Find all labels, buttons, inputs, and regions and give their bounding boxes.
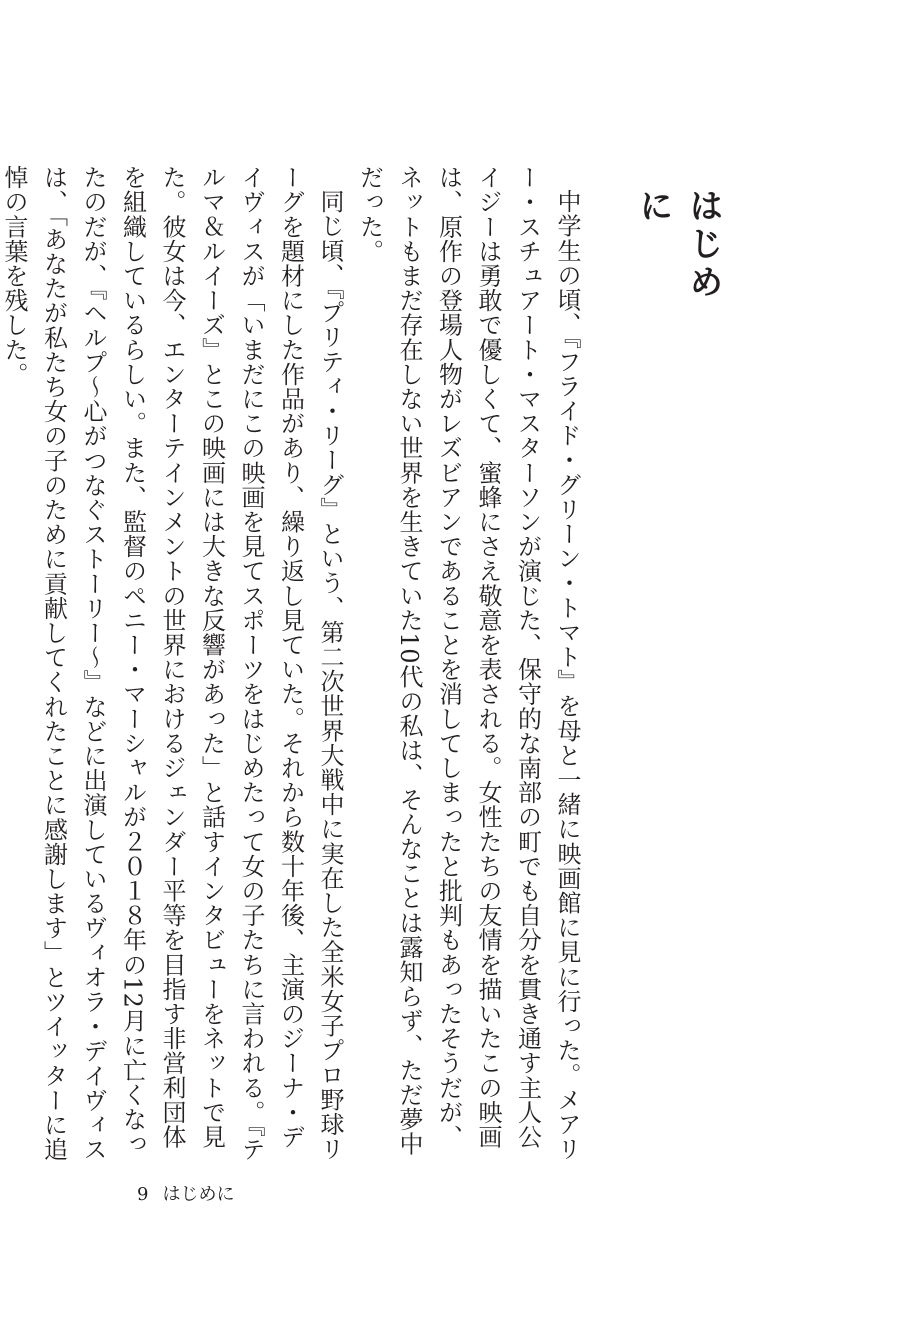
body-text xyxy=(0,165,586,1165)
paragraph-2: 同じ頃、『プリティ・リーグ』という、第二次世界大戦中に実在した全米女子プロ野球リーグを題材にした作品があり、繰り返し見ていた。それから数十年後、主演のジーナ・デイヴィスが「いまだにこの映画を見てスポーツをはじめたって女の子たちに言われる。『テルマ＆ルイーズ』とこの映画には大きな反響があった」と話すインタビューをネットで見た。彼女は今、エンターテインメントの世界におけるジェンダー平等を目指す非営利団体を組織しているらしい。また、監督のペニー・マーシャルが２０１８年の12月に亡くなったのだが、『ヘルプ〜心がつなぐストーリー〜』などに出演しているヴィオラ・デイヴィスは、「あなたが私たち女の子のために貢献してくれたことに感謝します」とツイッターに追悼の言葉を残した。 xyxy=(0,165,344,1162)
chapter-title: はじめに xyxy=(633,188,723,302)
running-head: はじめに xyxy=(162,1184,235,1205)
paragraph-1: 中学生の頃、『フライド・グリーン・トマト』を母と一緒に映画館に見に行った。メアリー・スチュアート・マスターソンが演じた、保守的な南部の町でも自分を貫き通す主人公イジーは勇敢で優しくて、蜜蜂にさえ敬意を表される。女性たちの友情を描いたこの映画は、原作の登場人物がレズビアンであることを消してしまったと批判もあったそうだが、ネットもまだ存在しない世界を生きていた10代の私は、そんなことは露知らず、ただ夢中だった。 xyxy=(355,165,581,1161)
page-number: 9 xyxy=(137,1184,149,1205)
page-footer xyxy=(137,1183,234,1207)
